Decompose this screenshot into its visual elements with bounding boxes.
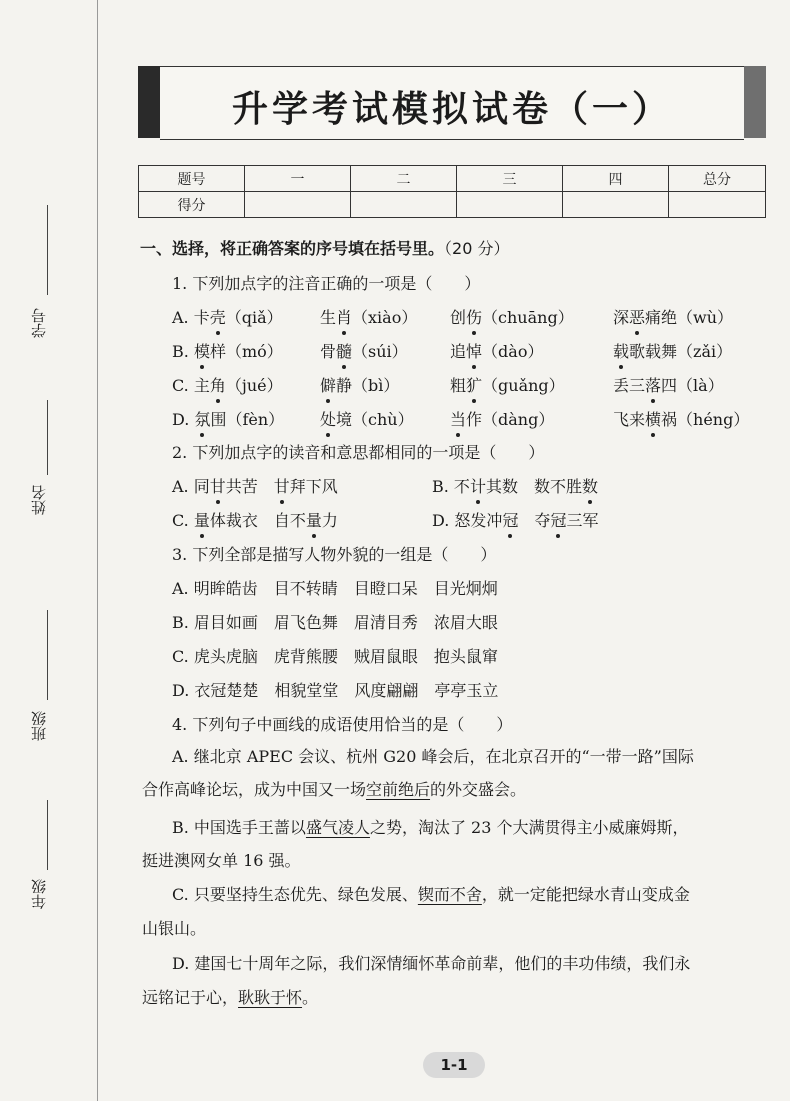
text: 夺 [534, 511, 551, 530]
section-heading-text: 一、选择，将正确答案的序号填在括号里。 [140, 239, 445, 258]
text: 远铭记于心， [142, 988, 239, 1007]
text: 作（dàng） [466, 410, 555, 429]
text: （súi） [352, 342, 408, 361]
student-id-label: 学号 [30, 308, 48, 338]
title-banner [138, 66, 766, 138]
question-1-choice [172, 307, 283, 329]
class-label: 班级 [30, 711, 48, 741]
score-cell[interactable] [563, 192, 669, 218]
dotted-character: 甘 [273, 477, 290, 496]
question-4-option-b-line2: 挺进澳网女单 16 强。 [142, 851, 301, 870]
text: B. 不 [432, 477, 470, 496]
dotted-character: 数 [581, 477, 598, 496]
text: （chuāng） [482, 308, 574, 327]
margin-divider [97, 0, 98, 1101]
text: 追 [450, 342, 467, 361]
question-1-choice [172, 375, 283, 397]
text: （dào） [482, 342, 544, 361]
text: （qiǎ） [225, 308, 283, 327]
grade-field[interactable] [28, 800, 68, 960]
dotted-character: 悼 [466, 342, 483, 361]
text: B. 中国选手王蔷以 [172, 818, 306, 837]
student-id-rule [47, 205, 48, 295]
question-3-option-b: B. 眉目如画 眉飞色舞 眉清目秀 浓眉大眼 [172, 613, 498, 632]
dotted-character: 氛 [194, 410, 211, 429]
underlined-idiom: 耿耿于怀 [238, 988, 303, 1007]
dotted-character: 计 [469, 477, 486, 496]
question-2-choice [432, 510, 599, 532]
text: 共苦 [225, 477, 274, 496]
dotted-character: 落 [645, 376, 662, 395]
score-header-cell: 三 [457, 166, 563, 192]
text: 合作高峰论坛，成为中国又一场 [142, 780, 367, 799]
question-3-stem: 3. 下列全部是描写人物外貌的一组是（ ） [172, 545, 497, 564]
question-4-option-b-line1 [172, 817, 689, 839]
question-4-option-c-line2: 山银山。 [142, 919, 207, 938]
dotted-character: 髓 [336, 342, 353, 361]
text: 。 [302, 988, 319, 1007]
question-2-stem: 2. 下列加点字的读音和意思都相同的一项是（ ） [172, 443, 545, 462]
text: 其数 [485, 477, 534, 496]
dotted-character: 僻 [320, 376, 337, 395]
text: C. [172, 511, 194, 530]
score-table [138, 165, 766, 218]
question-4-option-c-line1 [172, 884, 690, 906]
text: A. 同 [172, 477, 210, 496]
question-1-choice [450, 375, 565, 397]
question-2-choice [432, 476, 598, 498]
text: 四（là） [661, 376, 724, 395]
underlined-idiom: 锲而不舍 [417, 885, 482, 904]
dotted-character: 模 [193, 342, 210, 361]
dotted-character: 载 [613, 342, 630, 361]
text: D. 怒发冲 [432, 511, 503, 530]
question-1-choice [613, 341, 732, 363]
text: 静（bì） [336, 376, 400, 395]
text: 痛绝（wù） [645, 308, 734, 327]
binding-margin [0, 0, 100, 1101]
dotted-character: 甘 [209, 477, 226, 496]
text: 歌载舞（zǎi） [629, 342, 733, 361]
text: 飞来 [613, 410, 646, 429]
text: 粗 [450, 376, 467, 395]
grade-label: 年级 [30, 879, 48, 909]
banner-left-bar [138, 66, 160, 138]
text: 样（mó） [209, 342, 283, 361]
dotted-character: 恶 [629, 308, 646, 327]
text: 围（fèn） [210, 410, 285, 429]
question-1-choice [450, 409, 554, 431]
text: C. 主 [172, 376, 210, 395]
question-2-choice [172, 510, 338, 532]
text [518, 511, 534, 530]
text: A. 卡 [172, 308, 210, 327]
text: 自不 [273, 511, 306, 530]
score-cell[interactable] [245, 192, 351, 218]
dotted-character: 量 [193, 511, 210, 530]
dotted-character: 伤 [466, 308, 483, 327]
question-1-choice [613, 307, 733, 329]
question-3-option-a: A. 明眸皓齿 目不转睛 目瞪口呆 目光炯炯 [172, 579, 498, 598]
question-3-option-d: D. 衣冠楚楚 相貌堂堂 风度翩翩 亭亭玉立 [172, 681, 499, 700]
question-1-choice [613, 375, 724, 397]
question-1-choice [450, 307, 574, 329]
score-header-cell: 一 [245, 166, 351, 192]
text: 生 [320, 308, 337, 327]
dotted-character: 犷 [466, 376, 483, 395]
question-4-option-d-line1: D. 建国七十周年之际，我们深情缅怀革命前辈，他们的丰功伟绩，我们永 [172, 954, 691, 973]
question-4-option-a-line2 [142, 779, 526, 801]
question-4-option-d-line2 [142, 987, 318, 1009]
text: 之势，淘汰了 23 个大满贯得主小威廉姆斯， [369, 818, 689, 837]
text: （guǎng） [482, 376, 565, 395]
class-field[interactable] [28, 610, 68, 770]
question-1-choice [320, 341, 408, 363]
banner-right-bar [744, 66, 766, 138]
question-1-choice [172, 341, 283, 363]
question-1-choice [172, 409, 284, 431]
score-header-cell: 总分 [669, 166, 766, 192]
text: 的外交盛会。 [430, 780, 527, 799]
text: D. [172, 410, 195, 429]
question-1-choice [613, 409, 749, 431]
section-heading [140, 238, 509, 260]
page-title: 升学考试模拟试卷（一） [231, 89, 672, 130]
question-1-choice [320, 375, 399, 397]
score-header-cell: 二 [351, 166, 457, 192]
question-1-choice [450, 341, 543, 363]
name-label: 姓名 [30, 485, 48, 515]
dotted-character: 横 [645, 410, 662, 429]
question-1-stem: 1. 下列加点字的注音正确的一项是（ ） [172, 274, 481, 293]
text: 创 [450, 308, 467, 327]
name-rule [47, 400, 48, 475]
score-header-row [139, 166, 766, 192]
section-points: （20 分） [444, 239, 510, 258]
dotted-character: 肖 [336, 308, 353, 327]
dotted-character: 当 [450, 410, 467, 429]
text: 境（chù） [336, 410, 414, 429]
text: （xiào） [352, 308, 418, 327]
dotted-character: 冠 [502, 511, 519, 530]
dotted-character: 壳 [209, 308, 226, 327]
name-field[interactable] [28, 400, 68, 560]
dotted-character: 量 [305, 511, 322, 530]
text: B. [172, 342, 194, 361]
text: 拜下风 [289, 477, 338, 496]
text: 数不胜 [533, 477, 582, 496]
score-row-label: 得分 [139, 192, 245, 218]
text: ，就一定能把绿水青山变成金 [481, 885, 690, 904]
underlined-idiom: 盛气凌人 [305, 818, 370, 837]
student-id-field[interactable] [28, 205, 68, 365]
grade-rule [47, 800, 48, 870]
score-cell[interactable] [457, 192, 563, 218]
dotted-character: 冠 [550, 511, 567, 530]
banner-box [160, 66, 744, 140]
dotted-character: 处 [320, 410, 337, 429]
question-4-stem: 4. 下列句子中画线的成语使用恰当的是（ ） [172, 715, 513, 734]
question-1-choice [320, 409, 414, 431]
class-rule [47, 610, 48, 700]
score-cell[interactable] [351, 192, 457, 218]
score-header-cell: 题号 [139, 166, 245, 192]
question-2-choice [172, 476, 338, 498]
text: 三军 [566, 511, 599, 530]
text: 骨 [320, 342, 337, 361]
page-number: 1-1 [423, 1052, 485, 1078]
question-3-option-c: C. 虎头虎脑 虎背熊腰 贼眉鼠眼 抱头鼠窜 [172, 647, 498, 666]
dotted-character: 角 [209, 376, 226, 395]
text: 深 [613, 308, 630, 327]
score-header-cell: 四 [563, 166, 669, 192]
text: C. 只要坚持生态优先、绿色发展、 [172, 885, 418, 904]
text: （jué） [225, 376, 283, 395]
question-4-option-a-line1: A. 继北京 APEC 会议、杭州 G20 峰会后，在北京召开的“一带一路”国际 [172, 747, 694, 766]
text: 力 [321, 511, 338, 530]
question-1-choice [320, 307, 417, 329]
score-value-row [139, 192, 766, 218]
text: 祸（héng） [661, 410, 750, 429]
underlined-idiom: 空前绝后 [366, 780, 431, 799]
text: 体裁衣 [209, 511, 274, 530]
text: 丢三 [613, 376, 646, 395]
score-cell[interactable] [669, 192, 766, 218]
